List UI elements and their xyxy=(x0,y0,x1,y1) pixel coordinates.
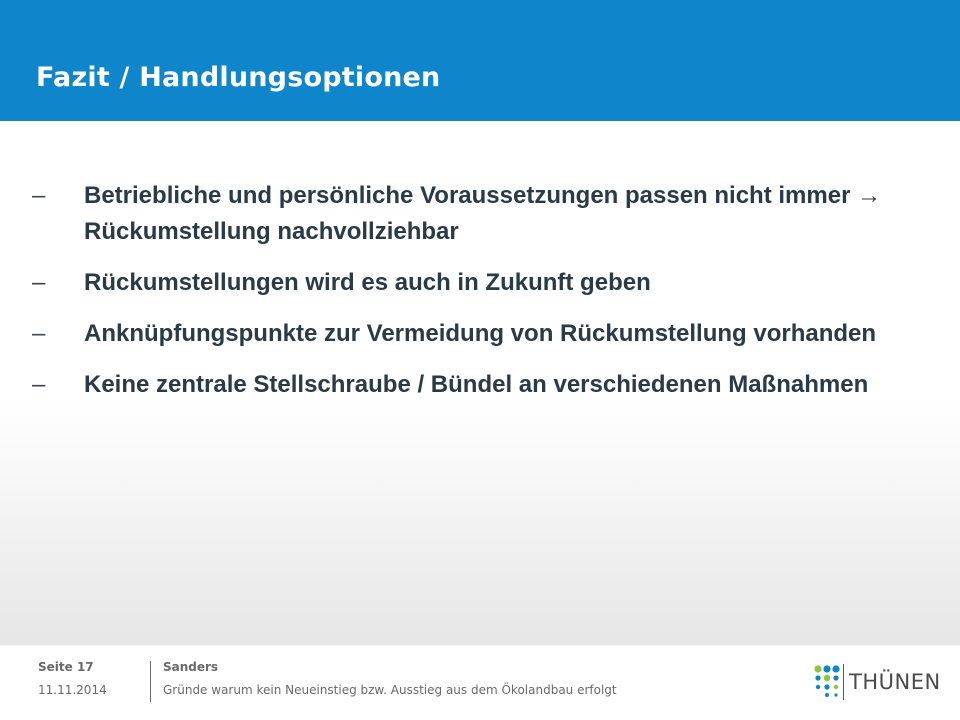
slide-footer xyxy=(0,646,960,720)
thuenen-logo xyxy=(812,662,941,702)
bullet-item xyxy=(32,178,927,250)
logo-text: THÜNEN xyxy=(849,670,941,694)
bullet-text: Anknüpfungspunkte zur Vermeidung von Rückumstellung vorhanden xyxy=(84,320,877,347)
bullet-text: Betriebliche und persönliche Voraussetzungen passen nicht immer → Rückumstellung nachvollziehbar xyxy=(84,182,882,245)
footer-date: 11.11.2014 xyxy=(38,683,107,697)
footer-topic: Gründe warum kein Neueinstieg bzw. Ausstieg aus dem Ökolandbau erfolgt xyxy=(163,683,617,697)
bullet-text: Rückumstellungen wird es auch in Zukunft geben xyxy=(84,269,651,296)
bullet-item xyxy=(32,367,927,403)
bullet-dash: – xyxy=(32,182,46,209)
bullet-item xyxy=(32,316,927,352)
bullet-dash: – xyxy=(32,269,46,296)
footer-divider xyxy=(150,661,151,702)
bullet-list xyxy=(32,178,927,418)
bullet-dash: – xyxy=(32,371,46,398)
bullet-item xyxy=(32,265,927,301)
footer-author: Sanders xyxy=(163,660,219,674)
slide-header xyxy=(0,0,960,121)
logo-divider xyxy=(843,664,844,700)
bullet-text: Keine zentrale Stellschraube / Bündel an verschiedenen Maßnahmen xyxy=(84,371,869,398)
logo-dots-icon xyxy=(812,662,842,702)
slide-title: Fazit / Handlungsoptionen xyxy=(36,62,441,93)
page-number: Seite 17 xyxy=(38,660,94,674)
bullet-dash: – xyxy=(32,320,46,347)
